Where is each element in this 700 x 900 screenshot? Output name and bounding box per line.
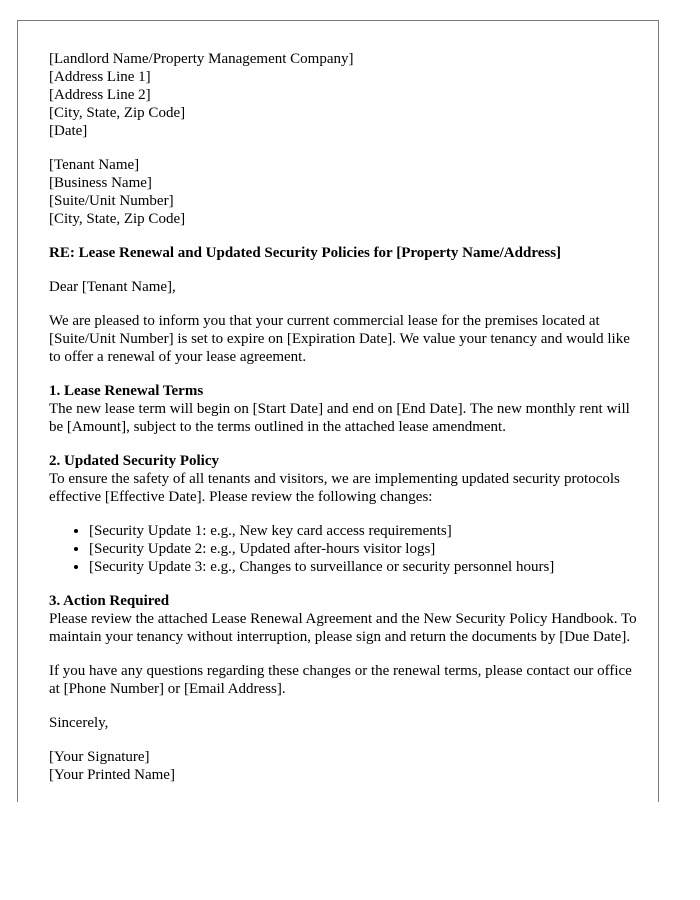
sender-name: [Landlord Name/Property Management Company]	[49, 51, 354, 67]
letter-date: [Date]	[49, 123, 88, 139]
letter-content	[49, 50, 639, 784]
printed-name: [Your Printed Name]	[49, 767, 175, 783]
section-security	[49, 452, 639, 576]
sender-address-line-1: [Address Line 1]	[49, 69, 151, 85]
recipient-suite: [Suite/Unit Number]	[49, 193, 174, 209]
subject-line: RE: Lease Renewal and Updated Security Policies for [Property Name/Address]	[49, 245, 562, 261]
salutation: Dear [Tenant Name],	[49, 279, 176, 295]
section-renewal-body: The new lease term will begin on [Start Date] and end on [End Date]. The new monthly rent will be [Amount], subject to the terms outlined in the attached lease amendment.	[49, 401, 630, 435]
sender-address-line-2: [Address Line 2]	[49, 87, 151, 103]
recipient-name: [Tenant Name]	[49, 157, 140, 173]
intro-paragraph: We are pleased to inform you that your current commercial lease for the premises located at [Suite/Unit Number] is set to expire on [Expiration Date]. We value your tenancy and would like to offer a renewal of your lease agreement.	[49, 313, 630, 365]
list-item: • [Security Update 3: e.g., Changes to surveillance or security personnel hours]	[89, 558, 639, 576]
sender-city: [City, State, Zip Code]	[49, 105, 186, 121]
section-renewal	[49, 382, 639, 436]
section-renewal-heading: 1. Lease Renewal Terms	[49, 383, 204, 399]
section-security-heading: 2. Updated Security Policy	[49, 453, 219, 469]
signature-block	[49, 748, 639, 784]
section-action-body: Please review the attached Lease Renewal Agreement and the New Security Policy Handbook. To maintain your tenancy without interruption, please sign and return the documents by [Due Date].	[49, 611, 637, 645]
letter-page	[17, 20, 659, 802]
recipient-city: [City, State, Zip Code]	[49, 211, 186, 227]
security-update-list	[49, 522, 639, 576]
list-item: • [Security Update 2: e.g., Updated after-hours visitor logs]	[89, 540, 639, 558]
section-action-heading: 3. Action Required	[49, 593, 170, 609]
closing: Sincerely,	[49, 715, 109, 731]
section-security-body: To ensure the safety of all tenants and visitors, we are implementing updated security protocols effective [Effective Date]. Please review the following changes:	[49, 471, 620, 505]
list-item: • [Security Update 1: e.g., New key card access requirements]	[89, 522, 639, 540]
recipient-business: [Business Name]	[49, 175, 152, 191]
signature: [Your Signature]	[49, 749, 150, 765]
section-action	[49, 592, 639, 646]
sender-block	[49, 50, 639, 140]
questions-paragraph: If you have any questions regarding these changes or the renewal terms, please contact our office at [Phone Number] or [Email Address].	[49, 663, 632, 697]
recipient-block	[49, 156, 639, 228]
